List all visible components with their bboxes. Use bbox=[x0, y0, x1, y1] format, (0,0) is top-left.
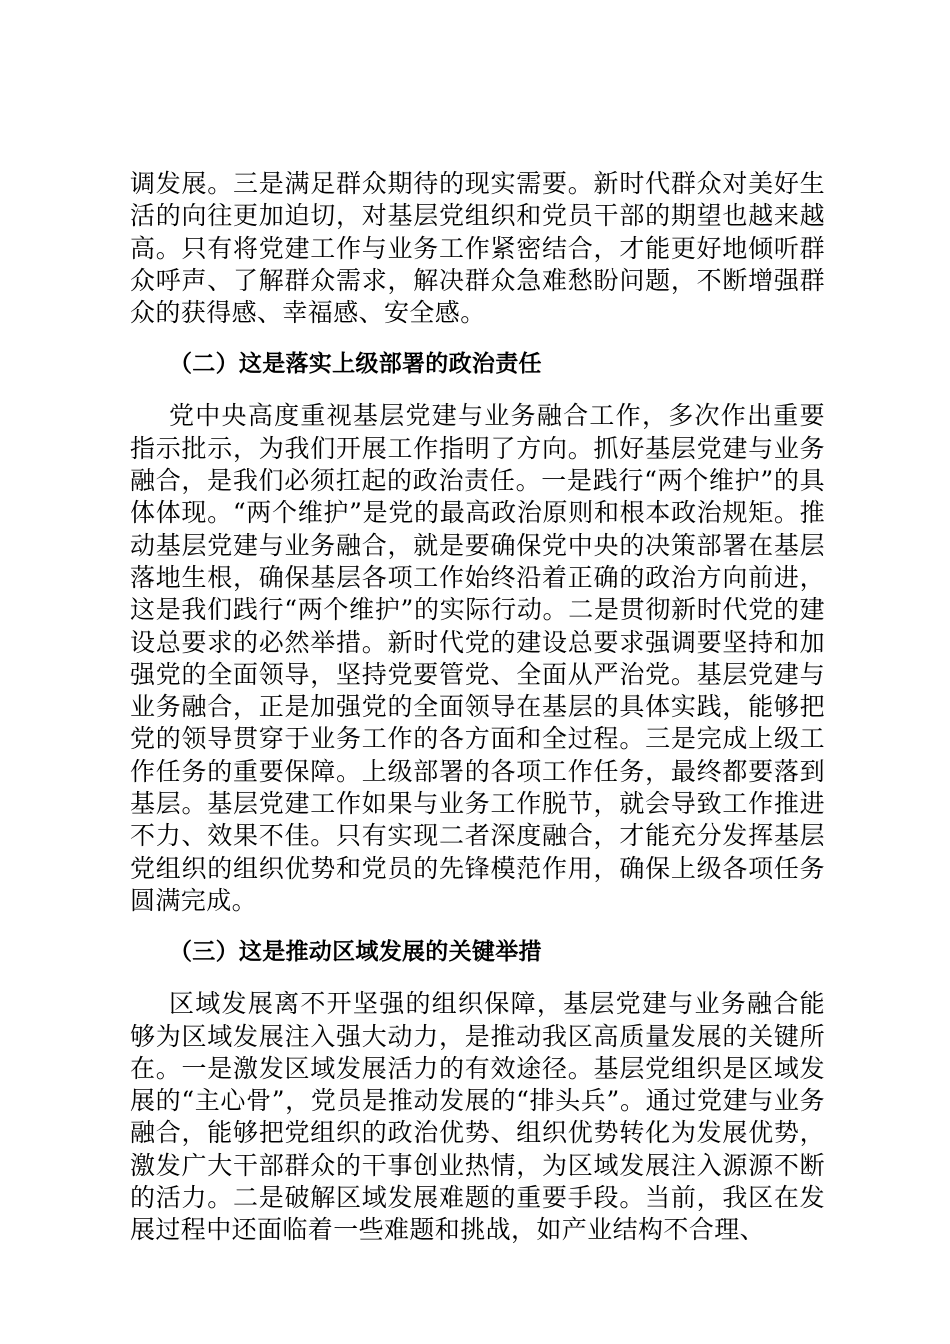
spacer bbox=[130, 917, 825, 936]
section-heading: （二）这是落实上级部署的政治责任 bbox=[169, 351, 542, 378]
body-paragraph: 区域发展离不开坚强的组织保障，基层党建与业务融合能够为区域发展注入强大动力，是推动我区高质量发展的关键所在。一是激发区域发展活力的有效途径。基层党组织是区域发展的“主心骨”，党员是推动发展的“排头兵”。通过党建与业务融合，能够把党组织的政治优势、组织优势转化为发展优势，激发广大干部群众的干事创业热情，为区域发展注入源源不断的活力。二是破解区域发展难题的重要手段。当前，我区在发展过程中还面临着一些难题和挑战，如产业结构不合理、 bbox=[130, 989, 825, 1245]
spacer bbox=[130, 329, 825, 348]
section-heading: （三）这是推动区域发展的关键举措 bbox=[169, 939, 542, 966]
spacer bbox=[130, 968, 825, 988]
spacer bbox=[130, 380, 825, 400]
body-paragraph: 党中央高度重视基层党建与业务融合工作，多次作出重要指示批示，为我们开展工作指明了方向。抓好基层党建与业务融合，是我们必须扛起的政治责任。一是践行“两个维护”的具体体现。“两个维护”是党的最高政治原则和根本政治规矩。推动基层党建与业务融合，就是要确保党中央的决策部署在基层落地生根，确保基层各项工作始终沿着正确的政治方向前进，这是我们践行“两个维护”的实际行动。二是贯彻新时代党的建设总要求的必然举措。新时代党的建设总要求强调要坚持和加强党的全面领导，坚持党要管党、全面从严治党。基层党建与业务融合，正是加强党的全面领导在基层的具体实践，能够把党的领导贯穿于业务工作的各方面和全过程。三是完成上级工作任务的重要保障。上级部署的各项工作任务，最终都要落到基层。基层党建工作如果与业务工作脱节，就会导致工作推进不力、效果不佳。只有实现二者深度融合，才能充分发挥基层党组织的组织优势和党员的先锋模范作用，确保上级各项任务圆满完成。 bbox=[130, 401, 825, 915]
body-paragraph: 调发展。三是满足群众期待的现实需要。新时代群众对美好生活的向往更加迫切，对基层党组织和党员干部的期望也越来越高。只有将党建工作与业务工作紧密结合，才能更好地倾听群众呼声、了解群众需求，解决群众急难愁盼问题，不断增强群众的获得感、幸福感、安全感。 bbox=[130, 169, 825, 328]
